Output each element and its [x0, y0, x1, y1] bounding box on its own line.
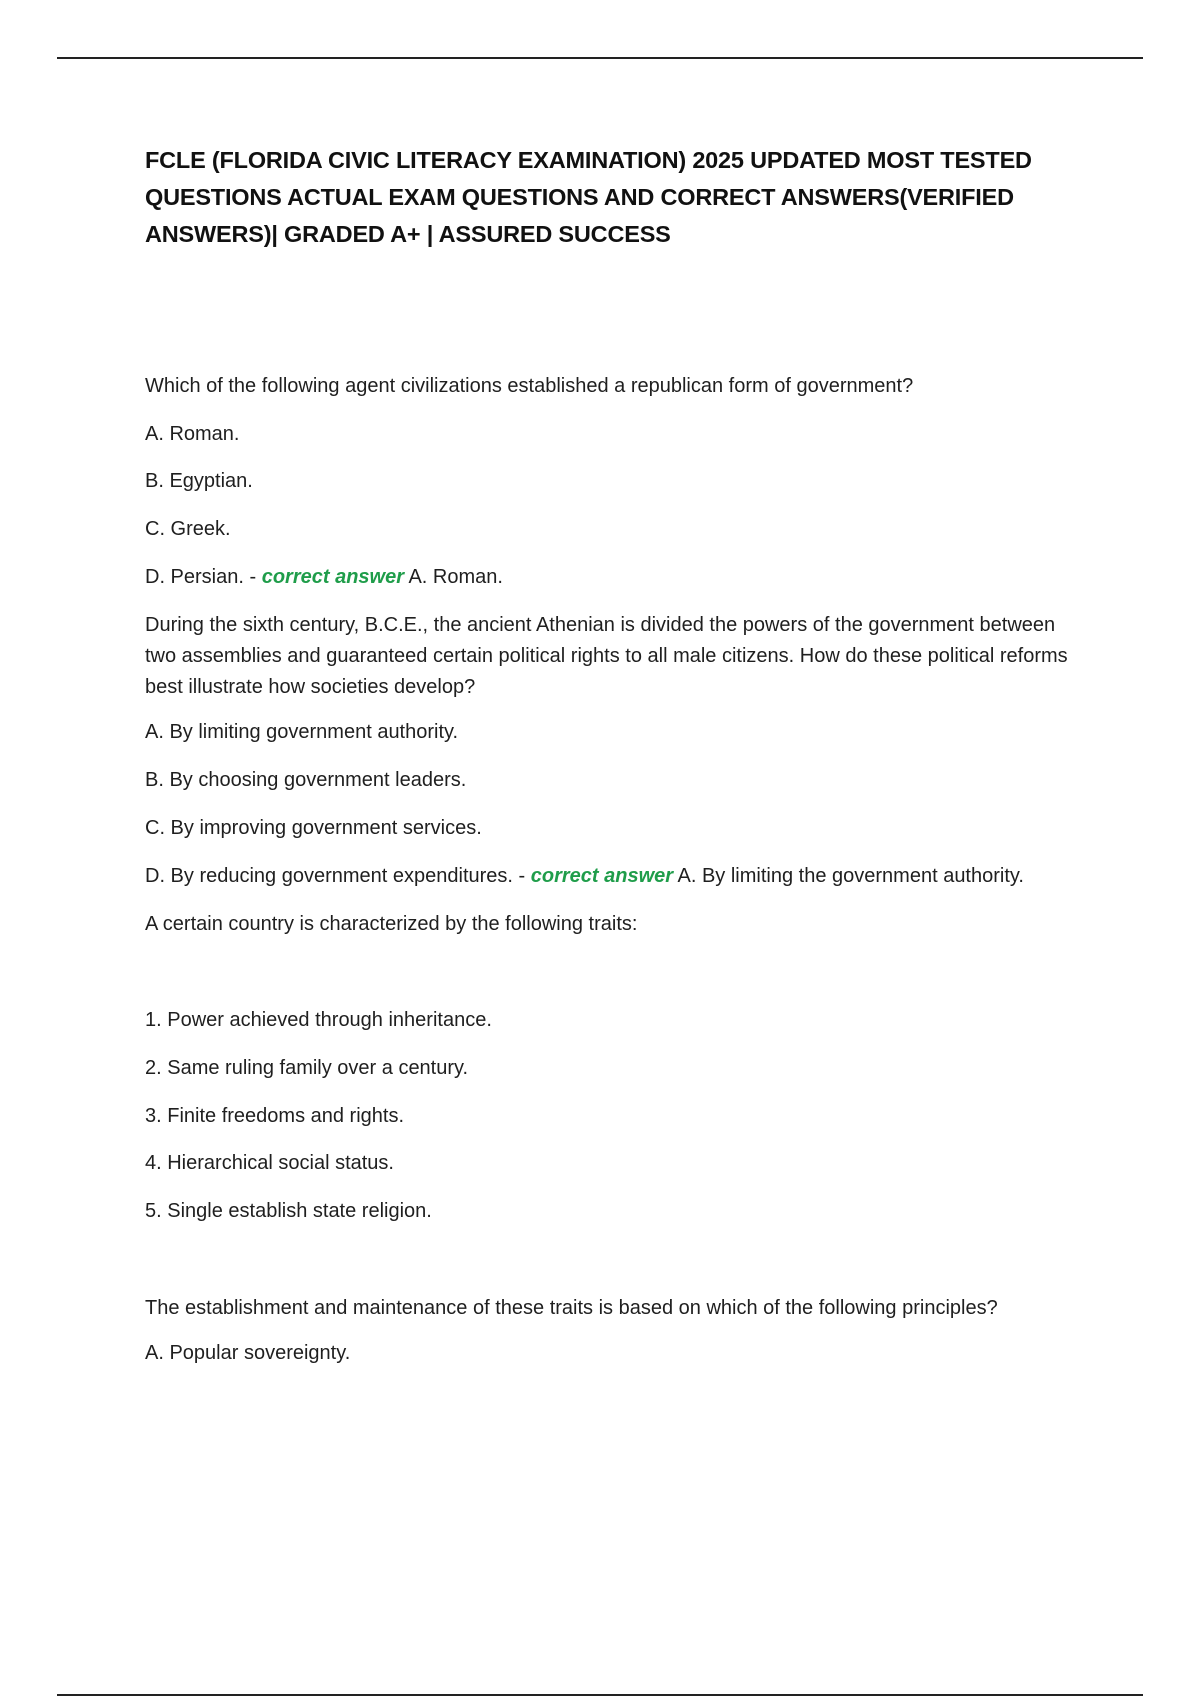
q3-trait-4: 4. Hierarchical social status. [145, 1152, 394, 1174]
header-rule [57, 57, 1143, 59]
q3-intro: A certain country is characterized by the following traits: [145, 913, 638, 935]
q3-option-a: A. Popular sovereignty. [145, 1342, 351, 1364]
q2-option-b: B. By choosing government leaders. [145, 769, 467, 791]
q3-trait-2: 2. Same ruling family over a century. [145, 1057, 469, 1079]
q1-option-b: B. Egyptian. [145, 470, 253, 492]
document-page [145, 142, 1075, 1369]
footer-rule [57, 1694, 1143, 1696]
document-title: FCLE (FLORIDA CIVIC LITERACY EXAMINATION) 2025 UPDATED MOST TESTED QUESTIONS ACTUAL EXAM QUESTIONS AND CORRECT ANSWERS(VERIFIED ANSWERS)| GRADED A+ | ASSURED SUCCESS [145, 147, 1032, 247]
q1-correct-answer-label: correct answer [261, 566, 404, 588]
q2-option-a: A. By limiting government authority. [145, 721, 459, 743]
q1-option-c: C. Greek. [145, 518, 231, 540]
q1-question: Which of the following agent civilizations established a republican form of government? [145, 375, 914, 397]
q1-option-d [145, 562, 1075, 593]
q2-option-d [145, 861, 1075, 892]
q1-option-a: A. Roman. [145, 423, 240, 445]
q3-trait-3: 3. Finite freedoms and rights. [145, 1105, 405, 1127]
q2-option-d-text: D. By reducing government expenditures. - [145, 865, 531, 887]
q1-option-d-text: D. Persian. - [145, 566, 262, 588]
q3-trait-1: 1. Power achieved through inheritance. [145, 1009, 492, 1031]
q2-correct-answer-label: correct answer [530, 865, 674, 887]
q3-trait-5: 5. Single establish state religion. [145, 1200, 432, 1222]
q2-correct-answer-text: A. By limiting the government authority. [673, 865, 1024, 887]
q2-option-c: C. By improving government services. [145, 817, 482, 839]
q1-correct-answer-text: A. Roman. [404, 566, 503, 588]
document-body [145, 371, 1075, 1369]
q3-question: The establishment and maintenance of these traits is based on which of the following principles? [145, 1297, 998, 1319]
q2-question: During the sixth century, B.C.E., the ancient Athenian is divided the powers of the government between two assemblies and guaranteed certain political rights to all male citizens. How do these political reforms best illustrate how societies develop? [145, 614, 1068, 698]
